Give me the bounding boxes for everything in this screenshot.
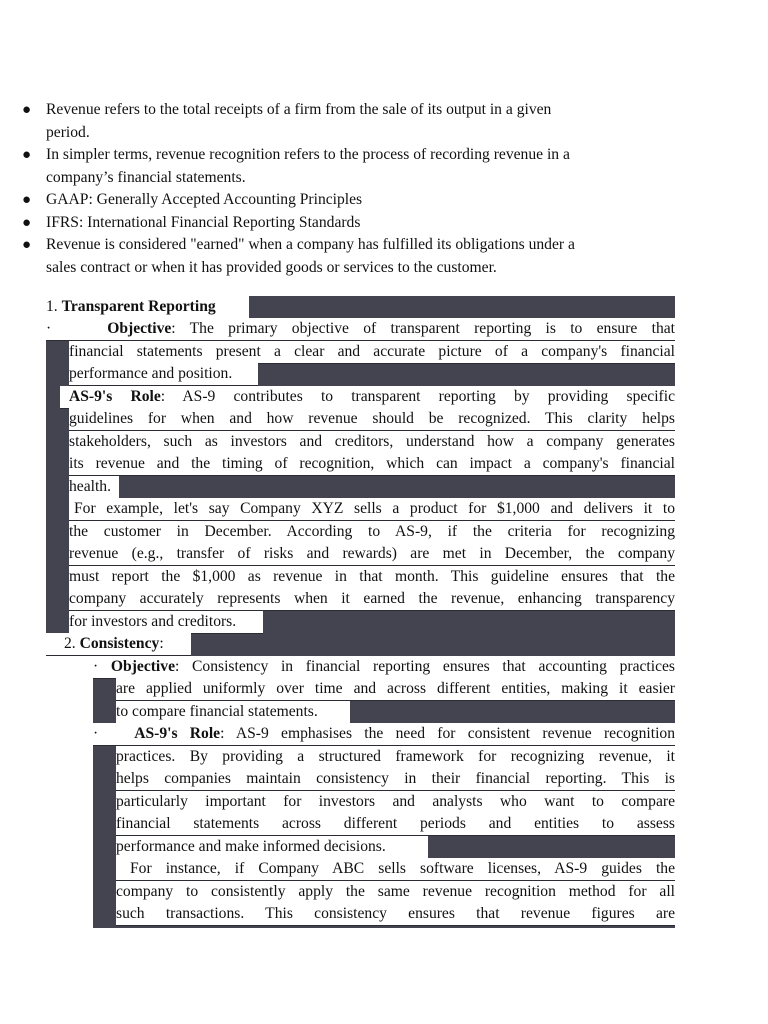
s1-example-text: company accurately represents when it earned the revenue, enhancing transparency bbox=[69, 590, 675, 607]
s1-role-line-2 bbox=[69, 408, 675, 431]
bullet-item bbox=[22, 212, 682, 235]
intro-bullet-list bbox=[22, 99, 682, 279]
s1-role-text: stakeholders, such as investors and creditors, understand how a company generates bbox=[69, 433, 675, 450]
s2-objective-line-3 bbox=[116, 701, 350, 724]
bullet-item bbox=[22, 234, 682, 279]
s2-example-text: company to consistently apply the same revenue recognition method for all bbox=[116, 883, 675, 900]
s1-example-text: revenue (e.g., transfer of risks and rewards) are met in December, the company bbox=[69, 545, 675, 562]
s1-role-text: guidelines for when and how revenue should be recognized. This clarity helps bbox=[69, 410, 675, 427]
s2-example-line-2 bbox=[116, 881, 675, 904]
section-2-title: Consistency bbox=[79, 635, 160, 652]
bullet-dot-icon: ● bbox=[22, 192, 32, 208]
section-1-heading bbox=[46, 296, 249, 319]
bullet-item bbox=[22, 99, 682, 144]
s2-role-text: practices. By providing a structured framework for recognizing revenue, it bbox=[116, 748, 675, 765]
s1-role-line-3 bbox=[69, 431, 675, 454]
s1-objective-label: Objective bbox=[107, 320, 172, 337]
bullet-dot-icon: ● bbox=[22, 147, 32, 163]
bullet-line: company’s financial statements. bbox=[46, 168, 246, 186]
section-1-number: 1. bbox=[46, 298, 58, 315]
bullet-line: In simpler terms, revenue recognition refers to the process of recording revenue in a bbox=[46, 146, 570, 163]
s2-example-line-1 bbox=[116, 858, 675, 881]
s1-objective-text: : The primary objective of transparent reporting is to ensure that bbox=[171, 320, 675, 337]
s1-example-text: For example, let's say Company XYZ sells a product for $1,000 and delivers it to bbox=[74, 500, 675, 517]
bullet-line: GAAP: Generally Accepted Accounting Principles bbox=[46, 191, 363, 208]
s1-role-text: its revenue and the timing of recognition, which can impact a company's financial bbox=[69, 455, 675, 472]
section-2-heading bbox=[46, 633, 191, 656]
s2-role-text: helps companies maintain consistency in their financial reporting. This is bbox=[116, 770, 675, 787]
bullet-dot-icon: ● bbox=[22, 214, 32, 231]
s1-example-text: the customer in December. According to AS-9, if the criteria for recognizing bbox=[69, 523, 675, 540]
s2-role-label: AS-9's Role bbox=[134, 725, 221, 742]
s1-objective-line-1 bbox=[46, 318, 675, 341]
s2-role-line-2 bbox=[116, 746, 675, 769]
s1-example-line-6 bbox=[69, 611, 263, 634]
bullet-line: sales contract or when it has provided goods or services to the customer. bbox=[46, 258, 497, 276]
bullet-line: period. bbox=[46, 123, 90, 141]
s2-role-text: performance and make informed decisions. bbox=[116, 838, 386, 855]
s2-objective-mark: · bbox=[93, 658, 99, 675]
s1-objective-text: financial statements present a clear and accurate picture of a company's financial bbox=[69, 343, 675, 360]
s2-objective-text: : Consistency in financial reporting ensures that accounting practices bbox=[175, 658, 675, 675]
s2-role-mark: · bbox=[93, 725, 99, 742]
section-2-number: 2. bbox=[64, 635, 76, 652]
s1-objective-mark: · bbox=[46, 320, 52, 337]
s2-role-line-4 bbox=[116, 791, 675, 814]
s1-example-line-2 bbox=[69, 521, 675, 544]
s2-objective-text: are applied uniformly over time and across different entities, making it easier bbox=[116, 680, 675, 697]
s1-example-line-3 bbox=[69, 543, 675, 566]
s2-role-line-5 bbox=[116, 813, 675, 836]
s1-example-line-4 bbox=[69, 566, 675, 589]
s2-example-text: For instance, if Company ABC sells software licenses, AS-9 guides the bbox=[130, 860, 675, 877]
s1-role-line-1 bbox=[60, 386, 675, 409]
s2-role-text: particularly important for investors and analysts who want to compare bbox=[116, 793, 675, 810]
s2-role-line-6 bbox=[116, 836, 428, 859]
bullet-item bbox=[22, 144, 682, 189]
s1-example-line-1 bbox=[69, 498, 675, 521]
bullet-line: IFRS: International Financial Reporting Standards bbox=[46, 213, 361, 231]
s1-example-text: must report the $1,000 as revenue in that month. This guideline ensures that the bbox=[69, 568, 675, 585]
s2-example-text: such transactions. This consistency ensures that revenue figures are bbox=[116, 905, 675, 922]
bullet-item bbox=[22, 189, 682, 212]
bullet-line: Revenue refers to the total receipts of a firm from the sale of its output in a given bbox=[46, 101, 552, 118]
s1-role-label: AS-9's Role bbox=[69, 388, 161, 405]
s2-role-text: : AS-9 emphasises the need for consistent revenue recognition bbox=[220, 725, 675, 742]
s1-example-line-5 bbox=[69, 588, 675, 611]
s1-objective-text: performance and position. bbox=[69, 365, 233, 382]
s2-role-line-3 bbox=[116, 768, 675, 791]
bullet-line: Revenue is considered "earned" when a company has fulfilled its obligations under a bbox=[46, 236, 575, 253]
s2-objective-text: to compare financial statements. bbox=[116, 703, 318, 720]
s2-objective-line-1 bbox=[93, 656, 675, 679]
s1-example-text: for investors and creditors. bbox=[69, 613, 237, 630]
section-1-title: Transparent Reporting bbox=[61, 298, 216, 315]
s2-role-line-1 bbox=[93, 723, 675, 746]
bullet-dot-icon: ● bbox=[22, 102, 32, 118]
bullet-dot-icon: ● bbox=[22, 237, 32, 253]
s1-objective-line-2 bbox=[69, 341, 675, 364]
s2-example-line-3 bbox=[116, 903, 675, 926]
s1-objective-line-3 bbox=[69, 363, 258, 386]
s1-role-text: health. bbox=[69, 478, 111, 495]
s2-objective-line-2 bbox=[116, 678, 675, 701]
s1-role-line-5 bbox=[69, 476, 119, 499]
section-2-colon: : bbox=[159, 635, 164, 652]
s1-role-line-4 bbox=[69, 453, 675, 476]
s2-role-text: financial statements across different periods and entities to assess bbox=[116, 815, 675, 832]
s1-role-text: : AS-9 contributes to transparent reporting by providing specific bbox=[160, 388, 675, 405]
s2-objective-label: Objective bbox=[110, 658, 175, 675]
